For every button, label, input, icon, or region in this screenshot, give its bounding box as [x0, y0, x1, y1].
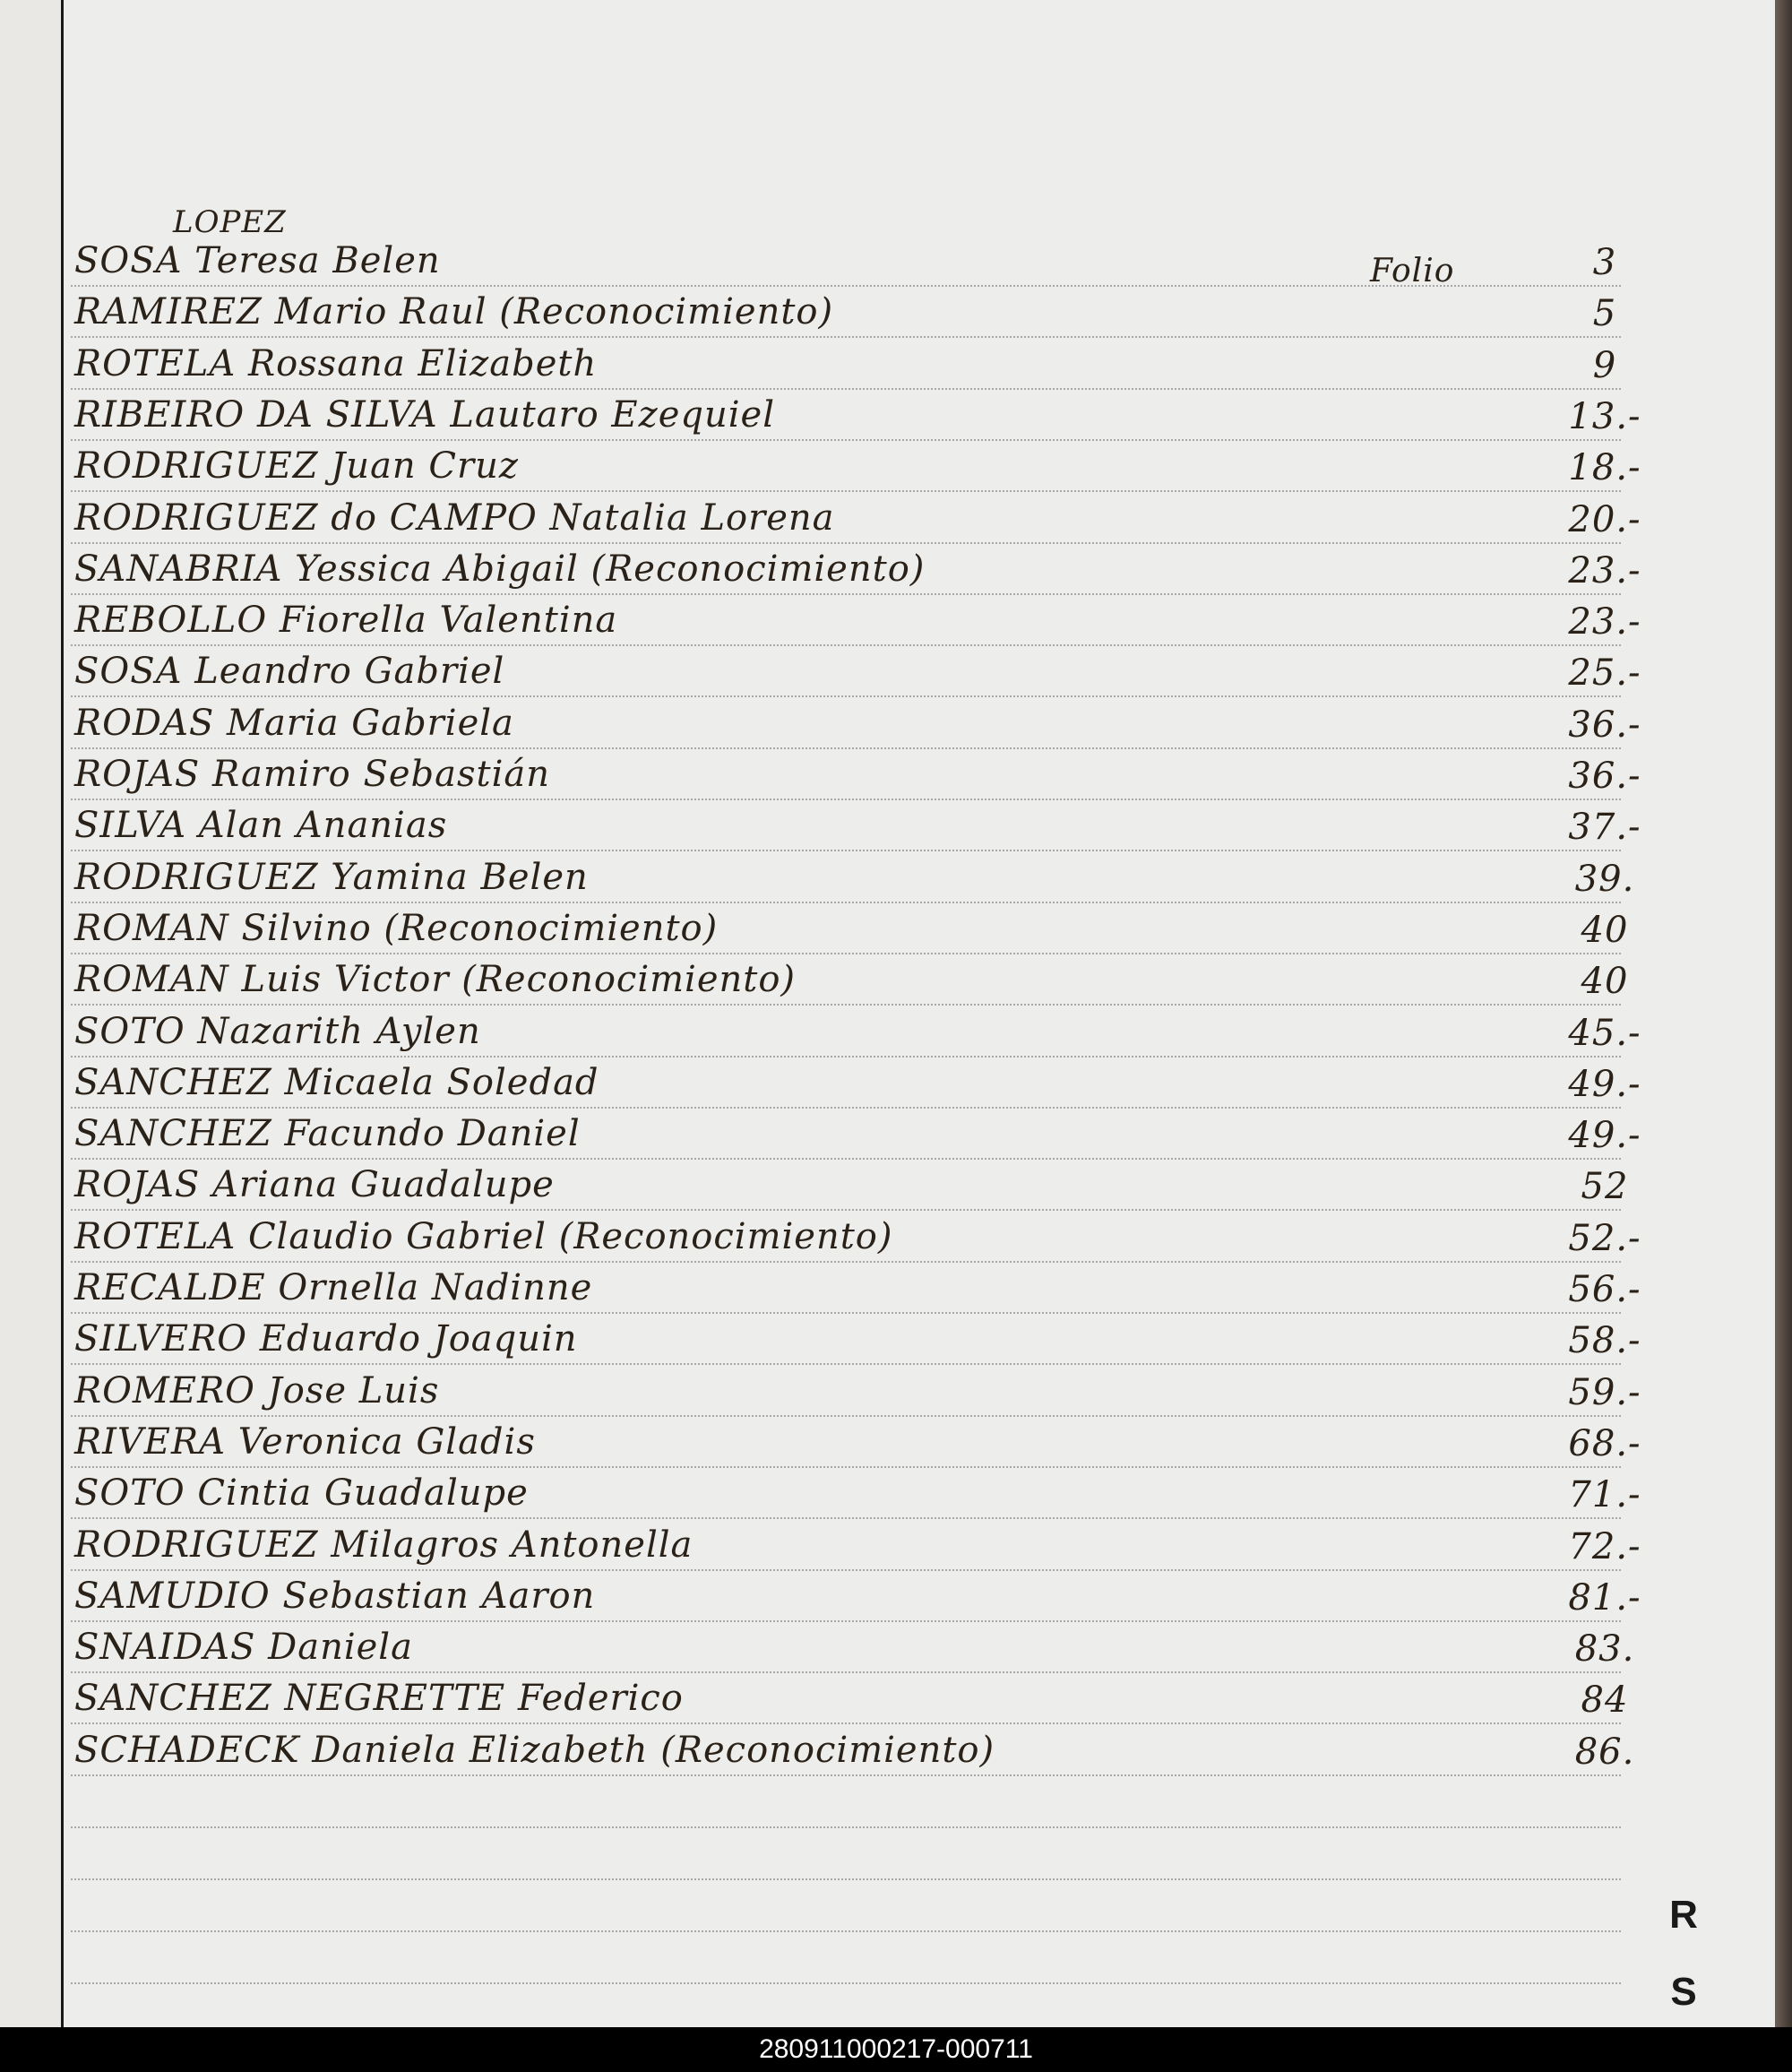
folio-label: Folio: [1370, 253, 1455, 289]
ruled-line: [71, 1569, 1621, 1571]
entry-folio: 52.-: [1568, 1217, 1641, 1259]
ruled-line: [71, 490, 1621, 492]
entry-name: SANCHEZ Micaela Soledad: [74, 1061, 599, 1103]
ruled-line: [71, 1466, 1621, 1468]
entry-folio: 68.-: [1568, 1422, 1641, 1464]
entry-folio: 71.-: [1568, 1474, 1641, 1516]
register-page: [61, 0, 1775, 2027]
entry-folio: 37.-: [1568, 807, 1641, 849]
left-edge: [0, 0, 63, 2027]
ruled-line: [71, 1517, 1621, 1519]
blank-ruled-line: [71, 1878, 1621, 1880]
entry-name: REBOLLO Fiorella Valentina: [74, 600, 618, 642]
ruled-line: [71, 1774, 1621, 1776]
entry-folio: 36.-: [1568, 704, 1641, 746]
entry-folio: 49.-: [1568, 1063, 1641, 1105]
entry-name: SANCHEZ Facundo Daniel: [74, 1113, 581, 1155]
ruled-line: [71, 953, 1621, 954]
entry-folio: 56.-: [1568, 1269, 1641, 1310]
entry-name: RODRIGUEZ Yamina Belen: [74, 856, 589, 898]
entry-name: SAMUDIO Sebastian Aaron: [74, 1575, 596, 1617]
entry-name: RODAS Maria Gabriela: [74, 702, 514, 744]
entry-name: SCHADECK Daniela Elizabeth (Reconocimiento): [74, 1729, 995, 1771]
entry-folio: 39.: [1574, 858, 1635, 900]
ruled-line: [71, 388, 1621, 390]
ruled-line: [71, 285, 1621, 287]
ruled-line: [71, 1261, 1621, 1263]
ruled-line: [71, 1004, 1621, 1006]
entry-folio: 5: [1592, 293, 1617, 335]
entry-name: RODRIGUEZ Juan Cruz: [74, 445, 519, 488]
ruled-line: [71, 799, 1621, 800]
ruled-line: [71, 542, 1621, 544]
ruled-line: [71, 439, 1621, 441]
entry-name: SILVA Alan Ananias: [74, 805, 448, 847]
entry-folio: 13.-: [1568, 395, 1641, 437]
entry-folio: 40: [1581, 909, 1629, 951]
footer-bar: [0, 2027, 1792, 2072]
entry-folio: 52: [1581, 1166, 1629, 1208]
blank-ruled-line: [71, 1982, 1621, 1984]
ruled-line: [71, 695, 1621, 697]
ruled-line: [71, 850, 1621, 851]
entry-name: RAMIREZ Mario Raul (Reconocimiento): [74, 291, 834, 333]
entry-folio: 83.: [1574, 1628, 1635, 1671]
ruled-line: [71, 1209, 1621, 1211]
entry-name: ROMAN Silvino (Reconocimiento): [74, 907, 719, 949]
entry-folio: 49.-: [1568, 1115, 1641, 1157]
tab-letter-r: R: [1669, 1893, 1698, 1937]
entry-folio: 81.-: [1568, 1576, 1641, 1619]
entry-name: ROJAS Ramiro Sebastián: [74, 754, 551, 795]
entry-folio: 3: [1592, 242, 1617, 283]
entry-name: ROTELA Rossana Elizabeth: [74, 342, 598, 384]
entry-name: SOTO Cintia Guadalupe: [74, 1472, 529, 1515]
ruled-line: [71, 1722, 1621, 1724]
entry-folio: 84: [1581, 1679, 1629, 1722]
ruled-line: [71, 1312, 1621, 1314]
entry-folio: 86.: [1574, 1731, 1635, 1773]
blank-ruled-line: [71, 1930, 1621, 1932]
entry-name: SOSA Leandro Gabriel: [74, 651, 505, 693]
entry-name: ROMERO Jose Luis: [74, 1369, 440, 1412]
entry-folio: 36.-: [1568, 755, 1641, 797]
entry-folio: 23.-: [1568, 549, 1641, 591]
entry-name: RECALDE Ornella Nadinne: [74, 1267, 593, 1308]
entry-name: RIBEIRO DA SILVA Lautaro Ezequiel: [74, 393, 775, 436]
extra-name: LOPEZ: [173, 204, 287, 240]
ruled-line: [71, 1415, 1621, 1417]
entry-name: RODRIGUEZ Milagros Antonella: [74, 1524, 694, 1566]
entry-name: RODRIGUEZ do CAMPO Natalia Lorena: [74, 496, 835, 539]
ruled-line: [71, 747, 1621, 749]
ruled-line: [71, 644, 1621, 646]
blank-ruled-line: [71, 1826, 1621, 1828]
ruled-line: [71, 1363, 1621, 1365]
ruled-line: [71, 1671, 1621, 1673]
entry-folio: 23.-: [1568, 601, 1641, 643]
entry-name: ROMAN Luis Victor (Reconocimiento): [74, 959, 797, 1001]
tab-letter-s: S: [1670, 1970, 1697, 2014]
entry-name: ROJAS Ariana Guadalupe: [74, 1164, 555, 1206]
entry-folio: 59.-: [1568, 1371, 1641, 1413]
ruled-line: [71, 1158, 1621, 1160]
ruled-line: [71, 1107, 1621, 1109]
ruled-line: [71, 593, 1621, 595]
entry-name: RIVERA Veronica Gladis: [74, 1420, 536, 1463]
entry-folio: 40: [1581, 961, 1629, 1003]
entry-name: SOSA Teresa Belen: [74, 240, 441, 281]
document-id: 280911000217-000711: [759, 2034, 1033, 2064]
ruled-line: [71, 1056, 1621, 1058]
ruled-line: [71, 902, 1621, 903]
entry-name: SANCHEZ NEGRETTE Federico: [74, 1678, 684, 1720]
entry-name: SNAIDAS Daniela: [74, 1627, 413, 1669]
entry-name: ROTELA Claudio Gabriel (Reconocimiento): [74, 1215, 893, 1257]
entry-name: SILVERO Eduardo Joaquin: [74, 1318, 578, 1360]
entry-folio: 18.-: [1568, 447, 1641, 489]
entry-folio: 72.-: [1568, 1525, 1641, 1567]
entry-folio: 9: [1592, 344, 1617, 386]
ruled-line: [71, 336, 1621, 338]
entry-folio: 58.-: [1568, 1320, 1641, 1362]
entry-name: SOTO Nazarith Aylen: [74, 1010, 481, 1052]
entry-folio: 20.-: [1568, 498, 1641, 540]
ruled-line: [71, 1620, 1621, 1622]
entry-folio: 25.-: [1568, 652, 1641, 695]
entry-folio: 45.-: [1568, 1012, 1641, 1054]
entry-name: SANABRIA Yessica Abigail (Reconocimiento): [74, 548, 926, 590]
